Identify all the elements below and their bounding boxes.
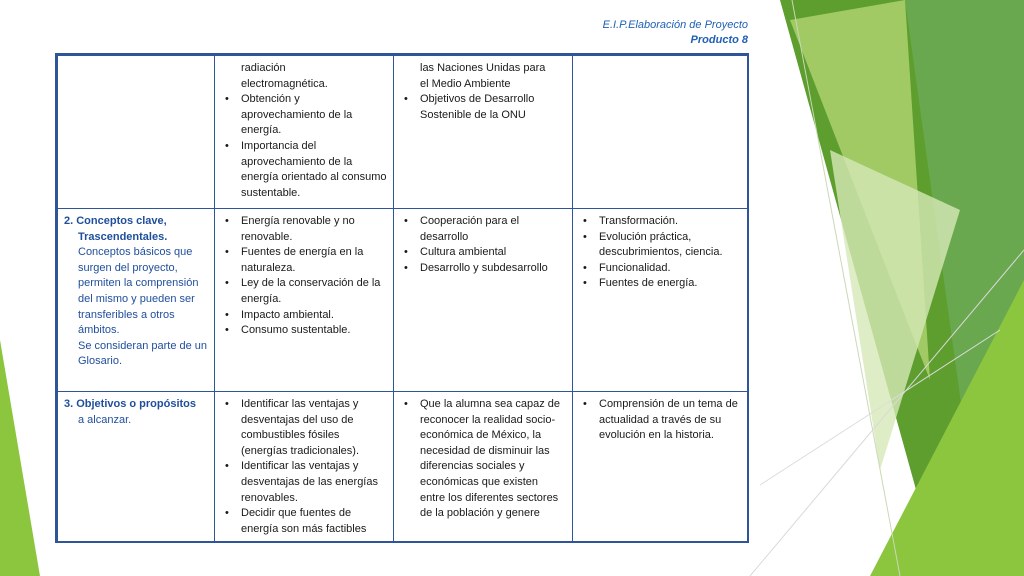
list-item: • Fuentes de energía en la naturaleza. (221, 245, 387, 276)
list-item: • Importancia del aprovechamiento de la energía orientado al consumo sustentable. (221, 139, 387, 201)
list-item: • Funcionalidad. (579, 261, 741, 277)
list-item: • Transformación. (579, 214, 741, 230)
continued-text: el Medio Ambiente (420, 77, 511, 90)
table-cell (573, 209, 748, 392)
list-item: • Obtención y aprovechamiento de la energía. (221, 92, 387, 139)
list-item: • Decidir que fuentes de energía son más factibles (221, 506, 387, 537)
list-item: • Cultura ambiental (400, 245, 566, 261)
table-cell (215, 209, 394, 392)
bullet-list (579, 397, 741, 444)
list-item: • Desarrollo y subdesarrollo (400, 261, 566, 277)
continued-text: electromagnética. (241, 77, 328, 90)
list-item: • Identificar las ventajas y desventajas del uso de combustibles fósiles (energías tradicionales). (221, 397, 387, 459)
row-label-description: a alcanzar. (78, 413, 132, 426)
list-item: • Energía renovable y no renovable. (221, 214, 387, 245)
bullet-list (400, 214, 566, 276)
list-item: • Impacto ambiental. (221, 308, 387, 324)
row-label-title: 3. Objetivos o propósitos (64, 398, 197, 410)
list-item: • Comprensión de un tema de actualidad a través de su evolución en la historia. (579, 397, 741, 444)
planning-table-frame (55, 53, 749, 543)
list-item: • Ley de la conservación de la energía. (221, 276, 387, 307)
list-item: • Fuentes de energía. (579, 276, 741, 292)
table-row (58, 56, 748, 209)
table-cell (394, 56, 573, 209)
table-row (58, 209, 748, 392)
row-label-description: Se consideran parte de un Glosario. (78, 339, 208, 368)
table-cell (573, 392, 748, 544)
list-item: • Cooperación para el desarrollo (400, 214, 566, 245)
list-item: • Identificar las ventajas y desventajas de las energías renovables. (221, 459, 387, 506)
bullet-list (400, 397, 566, 522)
bullet-list (579, 214, 741, 292)
document-header (603, 18, 748, 48)
table-row (58, 392, 748, 544)
product-label: Producto 8 (690, 34, 748, 46)
row-label-cell (58, 56, 215, 209)
bullet-list (400, 92, 566, 123)
table-cell (215, 392, 394, 544)
table-cell (215, 56, 394, 209)
bullet-list (221, 92, 387, 201)
row-label-cell (58, 209, 215, 392)
list-item: • Consumo sustentable. (221, 323, 387, 339)
row-label-description: Conceptos básicos que surgen del proyecto, permiten la comprensión del mismo y pueden ser transferibles a otros ámbitos. (78, 246, 199, 337)
bullet-list (221, 397, 387, 537)
continued-text: las Naciones Unidas para (420, 62, 546, 74)
list-item: • Que la alumna sea capaz de reconocer la realidad socio-económica de México, la necesidad de disminuir las diferencias sociales y económicas que existen entre los diferentes sectores de la población y genere (400, 397, 566, 522)
green-left-sliver (0, 340, 40, 576)
list-item: • Evolución práctica, descubrimientos, ciencia. (579, 230, 741, 261)
document-title: E.I.P.Elaboración de Proyecto (602, 19, 748, 31)
row-label-cell (58, 392, 215, 544)
table-cell (394, 392, 573, 544)
table-cell (394, 209, 573, 392)
bullet-list (221, 214, 387, 339)
list-item: • Objetivos de Desarrollo Sostenible de la ONU (400, 92, 566, 123)
continued-text: radiación (241, 62, 286, 74)
row-label-subtitle: Trascendentales. (78, 230, 168, 243)
table-cell (573, 56, 748, 209)
row-label-title: 2. Conceptos clave, (64, 215, 167, 227)
planning-table (57, 55, 748, 543)
